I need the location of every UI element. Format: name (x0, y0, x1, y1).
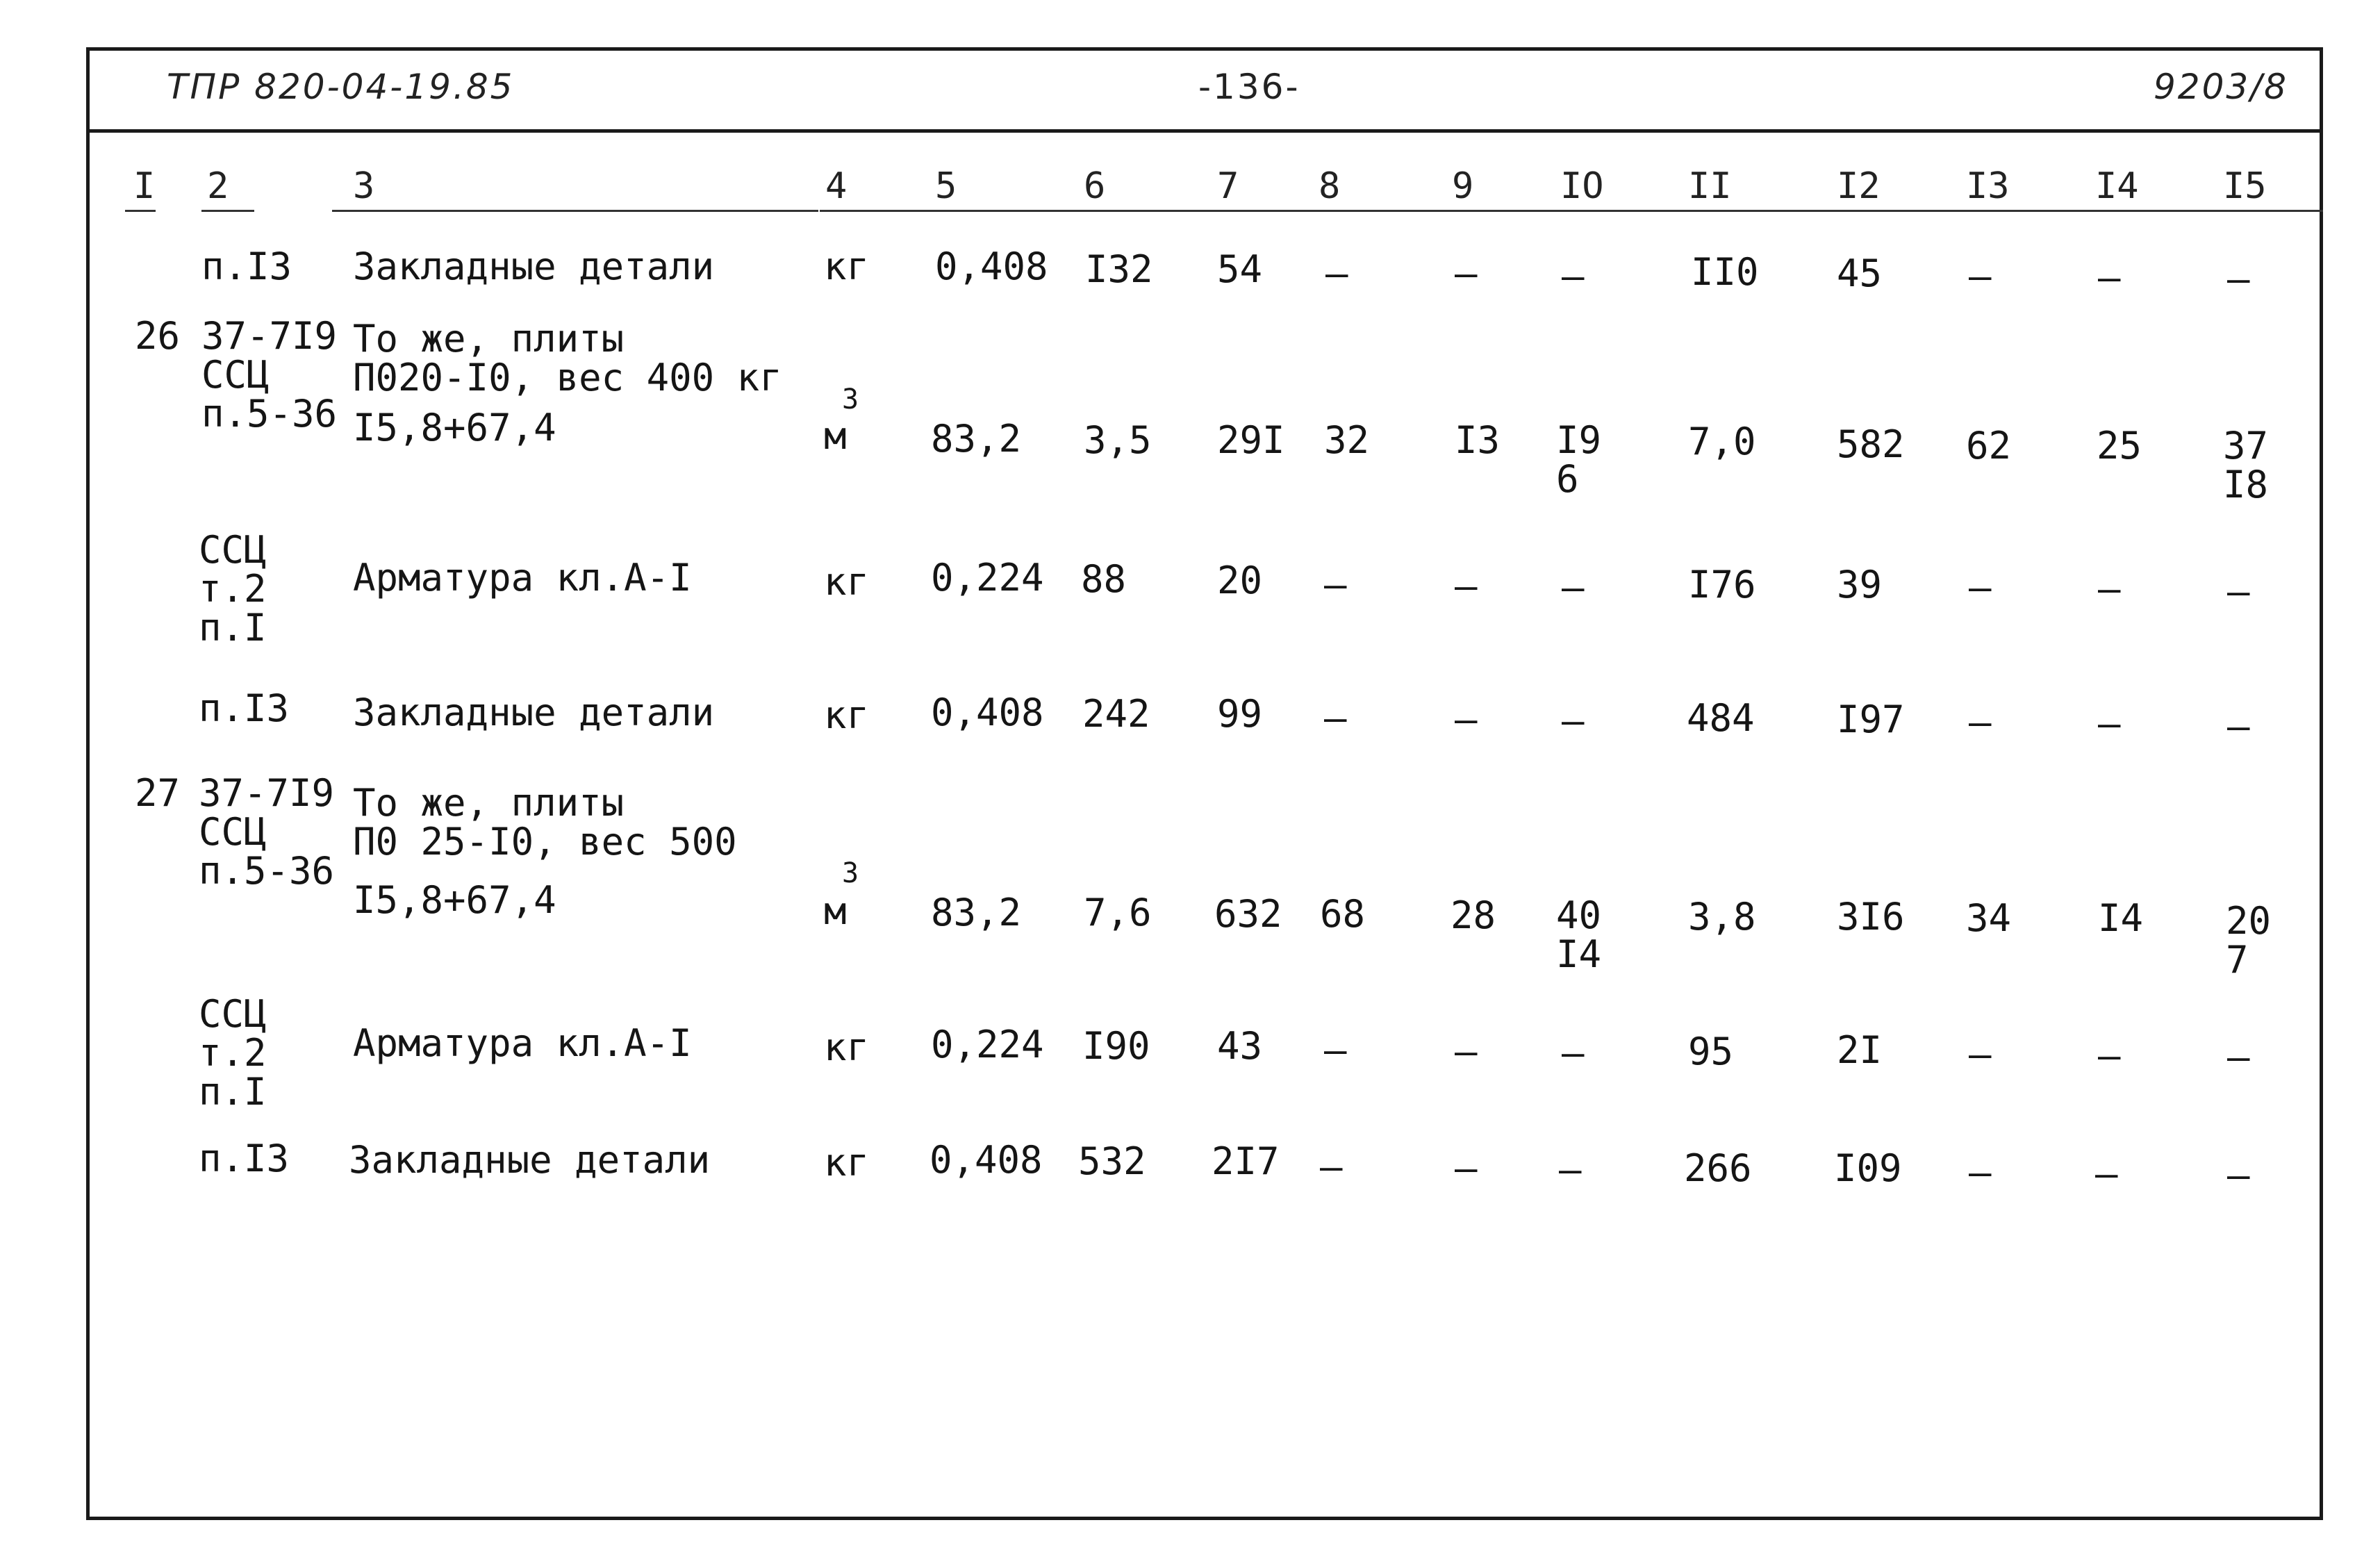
cell-15: – (2227, 570, 2250, 613)
cell-5: 0,408 (929, 1138, 1043, 1182)
col-header-15: I5 (2223, 165, 2267, 207)
cell-position: 27 (135, 771, 181, 815)
cell-ref: п.I3 (199, 686, 290, 730)
col-header-5: 5 (935, 165, 957, 207)
cell-15: – (2227, 704, 2250, 748)
cell-14: – (2098, 702, 2121, 745)
cell-6: 88 (1081, 557, 1127, 601)
cell-12: 45 (1837, 251, 1883, 295)
cell-name: Закладные детали (349, 1138, 711, 1182)
cell-15: 20 7 (2226, 899, 2272, 982)
col-header-1: I (133, 165, 156, 207)
cell-6: 532 (1078, 1139, 1146, 1183)
cell-unit: кг (824, 560, 870, 604)
col-header-14: I4 (2095, 165, 2139, 207)
cell-11: 266 (1684, 1146, 1752, 1190)
cell-10: 40 I4 (1556, 893, 1602, 976)
cell-10: – (1559, 1148, 1582, 1191)
cell-name: Закладные детали (353, 245, 715, 288)
cell-ref: п.I3 (201, 245, 292, 288)
cell-14: 25 (2097, 424, 2142, 468)
cell-12: 2I (1837, 1028, 1883, 1072)
cell-9: I3 (1455, 418, 1501, 462)
cell-ref: ССЦ т.2 п.I (199, 992, 267, 1114)
cell-unit: кг (824, 1025, 870, 1069)
cell-14: – (2095, 1152, 2118, 1196)
sheet-code: 9203/8 (2154, 67, 2288, 107)
cell-name: То же, плиты П0 25-I0, вес 500 (353, 781, 737, 864)
cell-13: 62 (1966, 424, 2012, 468)
cell-10: – (1562, 254, 1585, 298)
cell-name: Закладные детали (353, 691, 715, 734)
cell-9: – (1455, 251, 1478, 295)
col-header-2: 2 (207, 165, 229, 207)
cell-12: 3I6 (1837, 895, 1905, 939)
col-header-underline (201, 210, 254, 212)
col-header-12: I2 (1837, 165, 1881, 207)
unit-exponent: 3 (842, 857, 859, 889)
cell-8: 32 (1324, 418, 1370, 462)
page-number: -136- (1198, 67, 1300, 107)
cell-14: – (2098, 256, 2121, 299)
cell-10: – (1562, 699, 1585, 743)
cell-11: 3,8 (1688, 895, 1756, 939)
cell-13: – (1969, 566, 1992, 609)
cell-ref: 37-7I9 ССЦ п.5-36 (199, 771, 335, 893)
col-header-9: 9 (1452, 165, 1474, 207)
cell-6: 7,6 (1084, 891, 1152, 934)
cell-7: 2I7 (1212, 1139, 1280, 1183)
cell-15: – (2227, 257, 2250, 301)
cell-13: – (1969, 254, 1992, 298)
col-header-13: I3 (1966, 165, 2010, 207)
cell-9: – (1455, 564, 1478, 608)
cell-name: То же, плиты П020-I0, вес 400 кг (353, 317, 782, 399)
cell-name: Арматура кл.А-I (353, 1021, 692, 1065)
col-header-4: 4 (825, 165, 848, 207)
cell-11: 95 (1688, 1030, 1734, 1073)
cell-position: 26 (135, 314, 181, 358)
cell-8: – (1325, 251, 1348, 295)
col-header-underline (125, 210, 156, 212)
cell-name-detail: I5,8+67,4 (353, 878, 556, 922)
cell-14: I4 (2098, 896, 2144, 940)
cell-unit: кг (824, 245, 870, 288)
cell-6: I90 (1082, 1024, 1150, 1068)
cell-name-detail: I5,8+67,4 (353, 406, 556, 449)
cell-9: 28 (1451, 893, 1496, 937)
cell-5: 0,224 (931, 1023, 1044, 1066)
cell-10: I9 6 (1556, 418, 1602, 501)
cell-unit: кг (824, 1141, 870, 1185)
header-divider (86, 129, 2323, 133)
cell-5: 0,408 (935, 245, 1048, 288)
cell-12: I09 (1834, 1146, 1902, 1190)
cell-8: – (1324, 1028, 1347, 1072)
cell-8: – (1324, 563, 1347, 607)
cell-name: Арматура кл.А-I (353, 556, 692, 600)
cell-5: 83,2 (931, 891, 1022, 934)
cell-11: 484 (1687, 696, 1755, 740)
cell-6: I32 (1085, 247, 1153, 291)
cell-15: 37 I8 (2223, 424, 2269, 506)
cell-ref: ССЦ т.2 п.I (199, 528, 267, 650)
cell-12: 582 (1837, 422, 1905, 466)
cell-8: – (1320, 1145, 1343, 1189)
cell-6: 242 (1082, 692, 1150, 736)
col-header-7: 7 (1217, 165, 1239, 207)
cell-11: I76 (1688, 563, 1756, 607)
cell-9: – (1455, 698, 1478, 741)
cell-7: 43 (1217, 1024, 1263, 1068)
cell-11: 7,0 (1688, 420, 1756, 463)
cell-unit: кг (824, 693, 870, 737)
cell-14: – (2098, 1034, 2121, 1078)
cell-8: – (1324, 696, 1347, 740)
cell-ref: п.I3 (199, 1137, 290, 1180)
col-header-11: II (1688, 165, 1732, 207)
cell-9: – (1455, 1146, 1478, 1190)
col-header-underline (820, 210, 2323, 212)
cell-7: 54 (1217, 247, 1263, 291)
col-header-underline (332, 210, 818, 212)
cell-10: – (1562, 1031, 1585, 1075)
col-header-8: 8 (1319, 165, 1341, 207)
cell-13: – (1969, 1032, 1992, 1076)
cell-8: 68 (1320, 892, 1366, 936)
cell-11: II0 (1691, 250, 1759, 294)
cell-13: – (1969, 700, 1992, 744)
cell-6: 3,5 (1084, 418, 1152, 462)
cell-12: I97 (1837, 698, 1905, 741)
cell-10: – (1562, 566, 1585, 609)
cell-unit: м (824, 889, 847, 933)
cell-14: – (2098, 567, 2121, 611)
cell-7: 29I (1217, 418, 1285, 462)
unit-exponent: 3 (842, 383, 859, 415)
col-header-10: IO (1560, 165, 1604, 207)
cell-5: 83,2 (931, 417, 1022, 461)
cell-5: 0,224 (931, 556, 1044, 600)
cell-9: – (1455, 1030, 1478, 1073)
cell-7: 632 (1214, 892, 1282, 936)
cell-7: 20 (1217, 559, 1263, 602)
cell-5: 0,408 (931, 691, 1044, 734)
cell-7: 99 (1217, 692, 1263, 736)
cell-15: – (2227, 1153, 2250, 1197)
cell-15: – (2227, 1035, 2250, 1079)
cell-12: 39 (1837, 563, 1883, 607)
cell-13: – (1969, 1150, 1992, 1194)
document-code: ТПР 820-04-19.85 (167, 67, 515, 107)
cell-ref: 37-7I9 ССЦ п.5-36 (201, 314, 338, 436)
col-header-3: 3 (353, 165, 375, 207)
col-header-6: 6 (1084, 165, 1106, 207)
cell-unit: м (824, 414, 847, 458)
cell-13: 34 (1966, 896, 2012, 940)
